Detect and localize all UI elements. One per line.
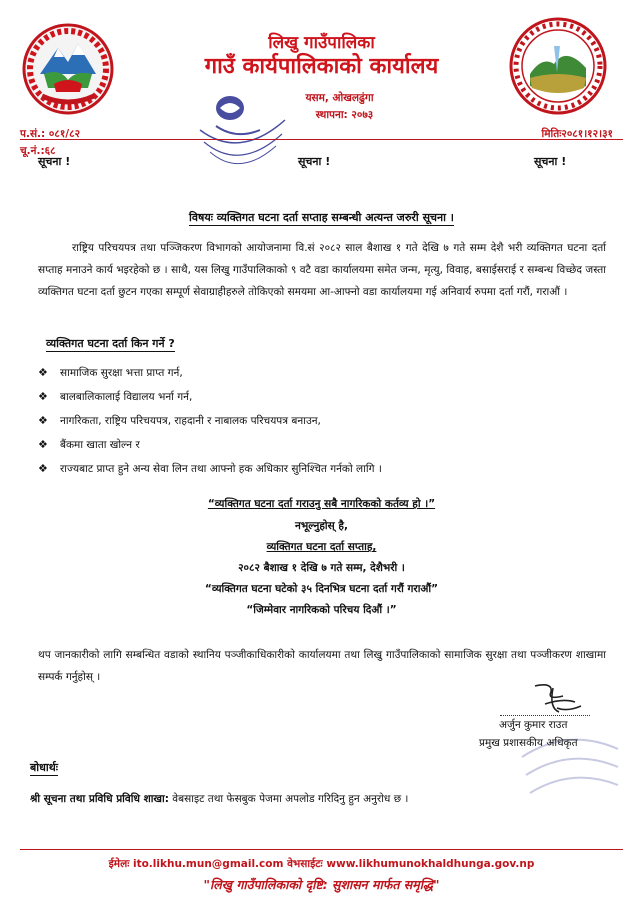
recipient-name: श्री सूचना तथा प्रविधि प्रविधि शाखा: [30, 793, 169, 805]
subject-line [0, 210, 643, 225]
reasons-list [38, 363, 608, 483]
diamond-bullet-icon: ❖ [38, 462, 48, 475]
list-item [38, 435, 608, 459]
office-stamp-icon [190, 90, 290, 180]
why-register-heading: व्यक्तिगत घटना दर्ता किन गर्ने ? [46, 337, 175, 350]
municipality-seal-icon [508, 16, 608, 116]
list-item-text: बैंकमा खाता खोल्न र [60, 439, 140, 451]
slogan-week: व्यक्तिगत घटना दर्ता सप्ताह, [266, 541, 377, 553]
signature-line [500, 715, 590, 716]
list-item-text: सामाजिक सुरक्षा भत्ता प्राप्त गर्न, [60, 367, 183, 379]
diamond-bullet-icon: ❖ [38, 438, 48, 451]
list-item-text: नागरिकता, राष्ट्रिय परिचयपत्र, राहदानी र नाबालक परिचयपत्र बनाउन, [60, 415, 321, 427]
municipality-name: लिखु गाउँपालिका [268, 33, 375, 53]
footer-contact: ईमेलः ito.likhu.mun@gmail.com वेभसाईटः www.likhumunokhaldhunga.gov.np [108, 858, 535, 870]
established-year: स्थापना: २०७३ [315, 109, 374, 121]
for-information-line [30, 792, 408, 806]
contact-paragraph: थप जानकारीको लागि सम्बन्धित वडाको स्थानिय पञ्जीकाधिकारीको कार्यालयमा तथा लिखु गाउँपालिकाको सामाजिक सुरक्षा तथा पञ्जीकरण शाखामा सम्पर्क गर्नुहोस् । [38, 649, 606, 683]
slogan-responsible: “जिम्मेवार नागरिकको परिचय दिऔं ।” [246, 604, 397, 616]
diamond-bullet-icon: ❖ [38, 414, 48, 427]
letter-number: प.सं.: ०८१/८२ [20, 128, 81, 140]
letter-date: मितिः२०८१।१२।३१ [541, 128, 613, 140]
diamond-bullet-icon: ❖ [38, 390, 48, 403]
for-information-heading: बोधार्थः [30, 761, 58, 774]
recipient-instruction: वेबसाइट तथा फेसबुक पेजमा अपलोड गरिदिनु हुन अनुरोध छ । [168, 793, 409, 805]
dispatch-number: चू.नं.:६८ [20, 145, 56, 157]
list-item-text: राज्यबाट प्राप्त हुने अन्य सेवा लिन तथा आफ्नो हक अधिकार सुनिश्चित गर्नको लागि । [60, 463, 382, 475]
slogan-duty: “व्यक्तिगत घटना दर्ता गराउनु सबै नागरिकको कर्तव्य हो ।” [207, 498, 436, 510]
signatory-name: अर्जुन कुमार राउत [499, 719, 568, 731]
notice-label-center: सूचना ! [298, 155, 331, 168]
list-item [38, 363, 608, 387]
diamond-bullet-icon: ❖ [38, 366, 48, 379]
intro-paragraph: राष्ट्रिय परिचयपत्र तथा पञ्जिकरण विभागको आयोजनामा वि.सं २०८२ साल बैशाख १ गते देखि ७ गते सम्म देशै भरी व्यक्तिगत घटना दर्ता सप्ताह मनाउने कार्य भइरहेको छ । साथै, यस लिखु गाउँपालिकाको ९ वटै वडा कार्यालयमा समेत जन्म, मृत्यु, विवाह, बसाईसराई र सम्बन्ध विच्छेद जस्ता व्यक्तिगत घटना दर्ता छुटन गएका सम्पूर्ण सेवाग्राहीहरुले तोकिएको समयमा आ-आफ्नो वडा कार्यालयमा गई अनिवार्य रुपमा दर्ता गरौं, गराऔं । [38, 242, 606, 298]
signatory-designation: प्रमुख प्रशासकीय अधिकृत [479, 737, 578, 749]
footer-divider [20, 849, 623, 850]
slogan-reminder: नभूल्नुहोस् है, [295, 520, 348, 532]
notice-label-left: सूचना ! [38, 155, 71, 168]
list-item [38, 411, 608, 435]
office-title: गाउँ कार्यपालिकाको कार्यालय [204, 54, 439, 79]
list-item [38, 387, 608, 411]
header-divider [20, 139, 623, 140]
signature-icon [523, 678, 595, 718]
subject-text: विषयः व्यक्तिगत घटना दर्ता सप्ताह सम्बन्धी अत्यन्त जरुरी सूचना । [189, 211, 454, 224]
office-address: यसम, ओखलढुंगा [305, 92, 374, 104]
list-item-text: बालबालिकालाई विद्यालय भर्ना गर्न, [60, 391, 193, 403]
slogan-dates: २०८२ बैशाख १ देखि ७ गते सम्म, देशैभरी । [238, 562, 405, 574]
slogan-35-days: “व्यक्तिगत घटना घटेको ३५ दिनभित्र घटना दर्ता गरौं गराऔं” [204, 583, 439, 595]
list-item [38, 459, 608, 483]
footer-motto: "लिखु गाउँपालिकाको दृष्टि: सुशासन मार्फत समृद्धि" [203, 877, 440, 892]
notice-label-right: सूचना ! [534, 155, 567, 168]
